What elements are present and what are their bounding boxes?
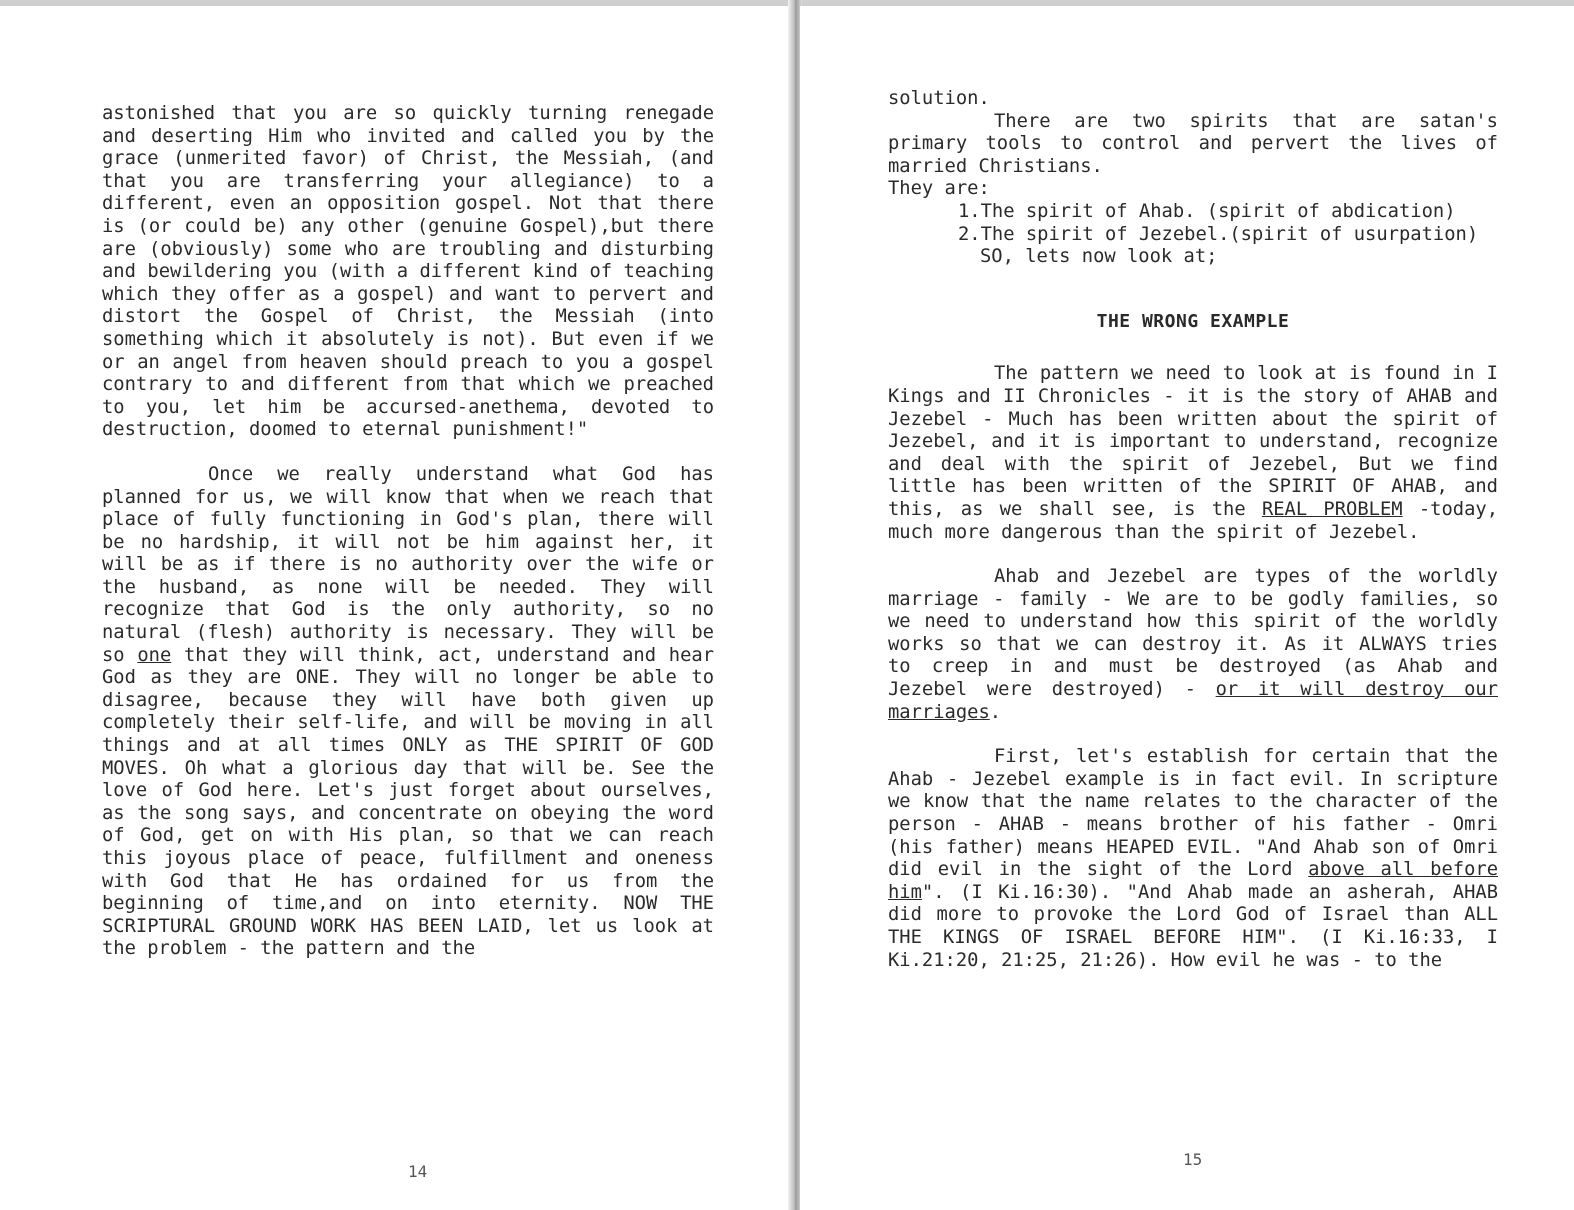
underlined-above-all: above all before him	[888, 859, 1498, 903]
right-paragraph-4-start: First, let's establish for certain that the Ahab - Jezebel example is in fact evil. In scripture we know that the name relates to the character of the person - AHAB - means brother of his father - Omri (his father) means HEAPED EVIL. "And Ahab son of Omri did evil in the sight of the Lord	[888, 746, 1498, 881]
left-page-text	[102, 103, 714, 961]
right-paragraph-2-end: -today, much more dangerous than the spirit of Jezebel.	[888, 498, 1499, 543]
right-paragraph-3	[888, 566, 1498, 724]
right-line-solution: solution.	[888, 88, 990, 109]
right-paragraph-2	[888, 363, 1498, 544]
right-paragraph-4	[888, 746, 1498, 972]
right-page	[800, 6, 1574, 1210]
section-heading: THE WRONG EXAMPLE	[1096, 310, 1290, 332]
right-paragraph-3-start: Ahab and Jezebel are types of the worldly marriage - family - We are to be godly families, so we need to understand how this spirit of the worldly works so that we can destroy it. As it ALWAYS tries to creep in and must be destroyed (as Ahab and Jezebel were destroyed) -	[888, 566, 1498, 701]
left-page	[0, 6, 790, 1210]
underlined-one: one	[137, 644, 172, 666]
right-paragraph-2-start: The pattern we need to look at is found in I Kings and II Chronicles - it is the story of AHAB and Jezebel - Much has been written about the spirit of Jezebel, and it is important to understand, recognize and deal with the spirit of Jezebel, But we find little has been written of the SPIRIT OF AHAB, and this, as we shall see, is the	[888, 363, 1498, 520]
underlined-real-problem: REAL PROBLEM	[1261, 498, 1403, 520]
list-item: 2.The spirit of Jezebel.(spirit of usurpation) SO, lets now look at;	[958, 223, 1479, 268]
page-number-left: 14	[408, 1162, 428, 1181]
list-item: 1.The spirit of Ahab. (spirit of abdication)	[958, 200, 1456, 222]
spirits-list	[958, 201, 1498, 269]
left-paragraph-2-start: Once we really understand what God has planned for us, we will know that when we reach that place of fully functioning in God's plan, there will be no hardship, it will not be him against her, it will be as if there is no authority over the wife or the husband, as none will be needed. They will recognize that God is the only authority, so no natural (flesh) authority is necessary. They will be so	[102, 463, 714, 666]
right-paragraph-1: There are two spirits that are satan's primary tools to control and pervert the lives of married Christians.	[888, 110, 1498, 177]
underlined-destroy-marriages: or it will destroy our marriages	[888, 679, 1498, 723]
left-paragraph-2	[102, 464, 714, 961]
page-number-right: 15	[1183, 1150, 1203, 1169]
right-paragraph-3-end: .	[989, 701, 1002, 723]
they-are-label: They are:	[888, 178, 990, 200]
left-paragraph-1: astonished that you are so quickly turning renegade and deserting Him who invited and called you by the grace (unmerited favor) of Christ, the Messiah, (and that you are transferring your allegiance) to a different, even an opposition gospel. Not that there is (or could be) any other (genuine Gospel),but there are (obviously) some who are troubling and disturbing and bewildering you (with a different kind of teaching which they offer as a gospel) and want to pervert and distort the Gospel of Christ, the Messiah (into something which it absolutely is not). But even if we or an angel from heaven should preach to you a gospel contrary to and different from that which we preached to you, let him be accursed-anethema, devoted to destruction, doomed to eternal punishment!"	[102, 103, 714, 441]
right-page-text	[888, 88, 1498, 972]
right-paragraph-4-end: ". (I Ki.16:30). "And Ahab made an asherah, AHAB did more to provoke the Lord God of Israel than ALL THE KINGS OF ISRAEL BEFORE HIM". (I Ki.16:33, I Ki.21:20, 21:25, 21:26). How evil he was - to the	[888, 881, 1498, 971]
left-paragraph-2-end: that they will think, act, understand and hear God as they are ONE. They will no longer be able to disagree, because they will have both given up completely their self-life, and will be moving in all things and at all times ONLY as THE SPIRIT OF GOD MOVES. Oh what a glorious day that will be. See the love of God here. Let's just forget about ourselves, as the song says, and concentrate on obeying the word of God, get on with His plan, so that we can reach this joyous place of peace, fulfillment and oneness with God that He has ordained for us from the beginning of time,and on into eternity. NOW THE SCRIPTURAL GROUND WORK HAS BEEN LAID, let us look at the problem - the pattern and the	[102, 644, 714, 960]
